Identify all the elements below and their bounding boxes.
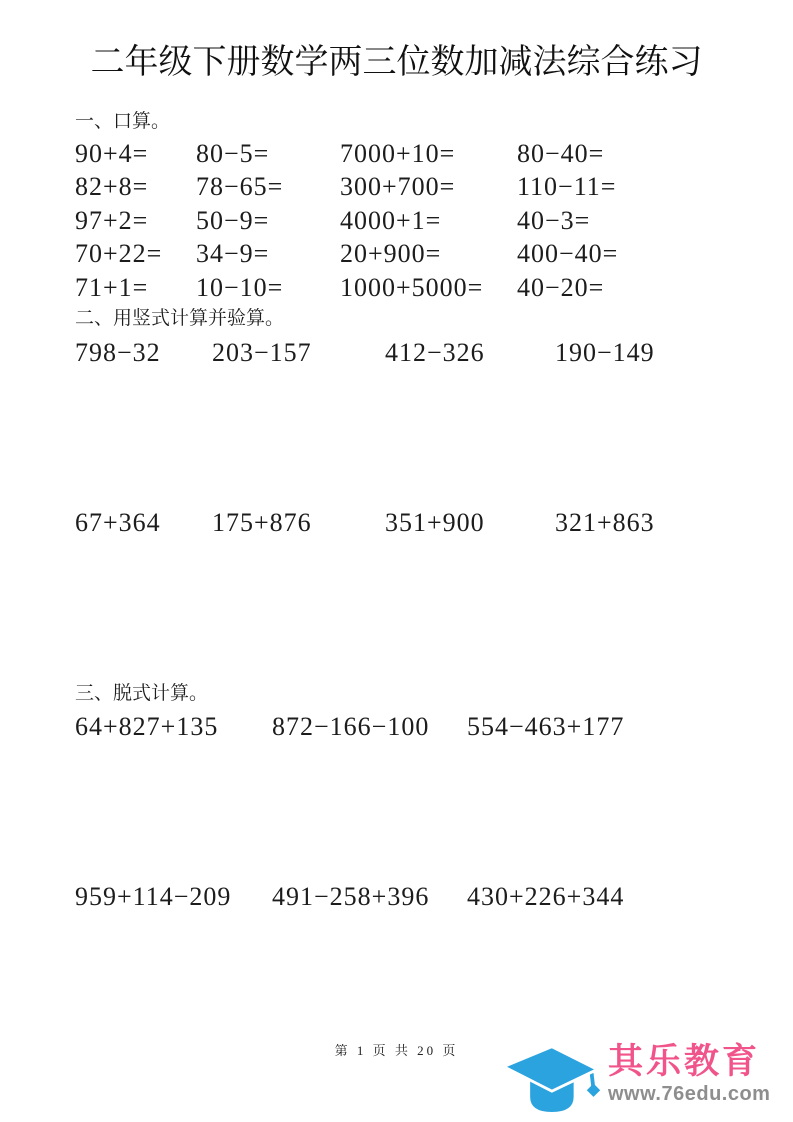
- math-problem: 351+900: [385, 508, 485, 537]
- vertical-calc-row-1: [75, 338, 765, 368]
- page-title: 二年级下册数学两三位数加减法综合练习: [90, 44, 703, 81]
- section-heading-oral: 一、口算。: [75, 111, 171, 132]
- section-heading-vertical: 二、用竖式计算并验算。: [75, 308, 285, 329]
- math-problem: 40−20=: [517, 272, 605, 302]
- math-problem: 80−5=: [196, 139, 270, 168]
- math-problem: 71+1=: [75, 272, 149, 302]
- graduation-cap-icon: [498, 1034, 602, 1120]
- math-problem: 412−326: [385, 338, 485, 367]
- math-problem: 959+114−209: [75, 882, 232, 911]
- math-problem: 203−157: [212, 338, 312, 367]
- math-problem: 110−11=: [517, 172, 617, 202]
- math-problem: 1000+5000=: [340, 272, 484, 302]
- math-problem: 554−463+177: [467, 712, 625, 741]
- math-problem: 491−258+396: [272, 882, 430, 911]
- section-heading-stepwise: 三、脱式计算。: [75, 683, 209, 704]
- math-problem: 400−40=: [517, 239, 619, 269]
- brand-url: www.76edu.com: [608, 1082, 771, 1105]
- page-number: 第 1 页 共 20 页: [334, 1043, 459, 1058]
- brand-name: 其乐教育: [608, 1042, 761, 1081]
- math-problem: 78−65=: [196, 172, 284, 202]
- math-problem: 67+364: [75, 508, 161, 537]
- math-problem: 34−9=: [196, 239, 270, 269]
- brand-logo: [498, 1034, 770, 1120]
- math-problem: 10−10=: [196, 272, 284, 302]
- vertical-calc-row-2: [75, 508, 765, 538]
- oral-calculation-grid: [75, 137, 745, 304]
- math-problem: 90+4=: [75, 139, 149, 168]
- math-problem: 300+700=: [340, 172, 456, 202]
- math-problem: 64+827+135: [75, 712, 219, 741]
- math-problem: 872−166−100: [272, 712, 430, 741]
- math-problem: 4000+1=: [340, 205, 442, 235]
- brand-text-block: [608, 1044, 770, 1106]
- math-problem: 20+900=: [340, 239, 442, 269]
- math-problem: 798−32: [75, 338, 161, 367]
- math-problem: 82+8=: [75, 172, 149, 202]
- math-problem: 175+876: [212, 508, 312, 537]
- stepwise-calc-row-1: [75, 712, 725, 742]
- math-problem: 97+2=: [75, 205, 149, 235]
- math-problem: 190−149: [555, 338, 655, 367]
- math-problem: 321+863: [555, 508, 655, 537]
- math-problem: 40−3=: [517, 205, 591, 235]
- math-problem: 50−9=: [196, 205, 270, 235]
- stepwise-calc-row-2: [75, 882, 725, 912]
- math-problem: 80−40=: [517, 139, 605, 168]
- math-problem: 430+226+344: [467, 882, 625, 911]
- math-problem: 70+22=: [75, 239, 163, 269]
- math-problem: 7000+10=: [340, 139, 456, 168]
